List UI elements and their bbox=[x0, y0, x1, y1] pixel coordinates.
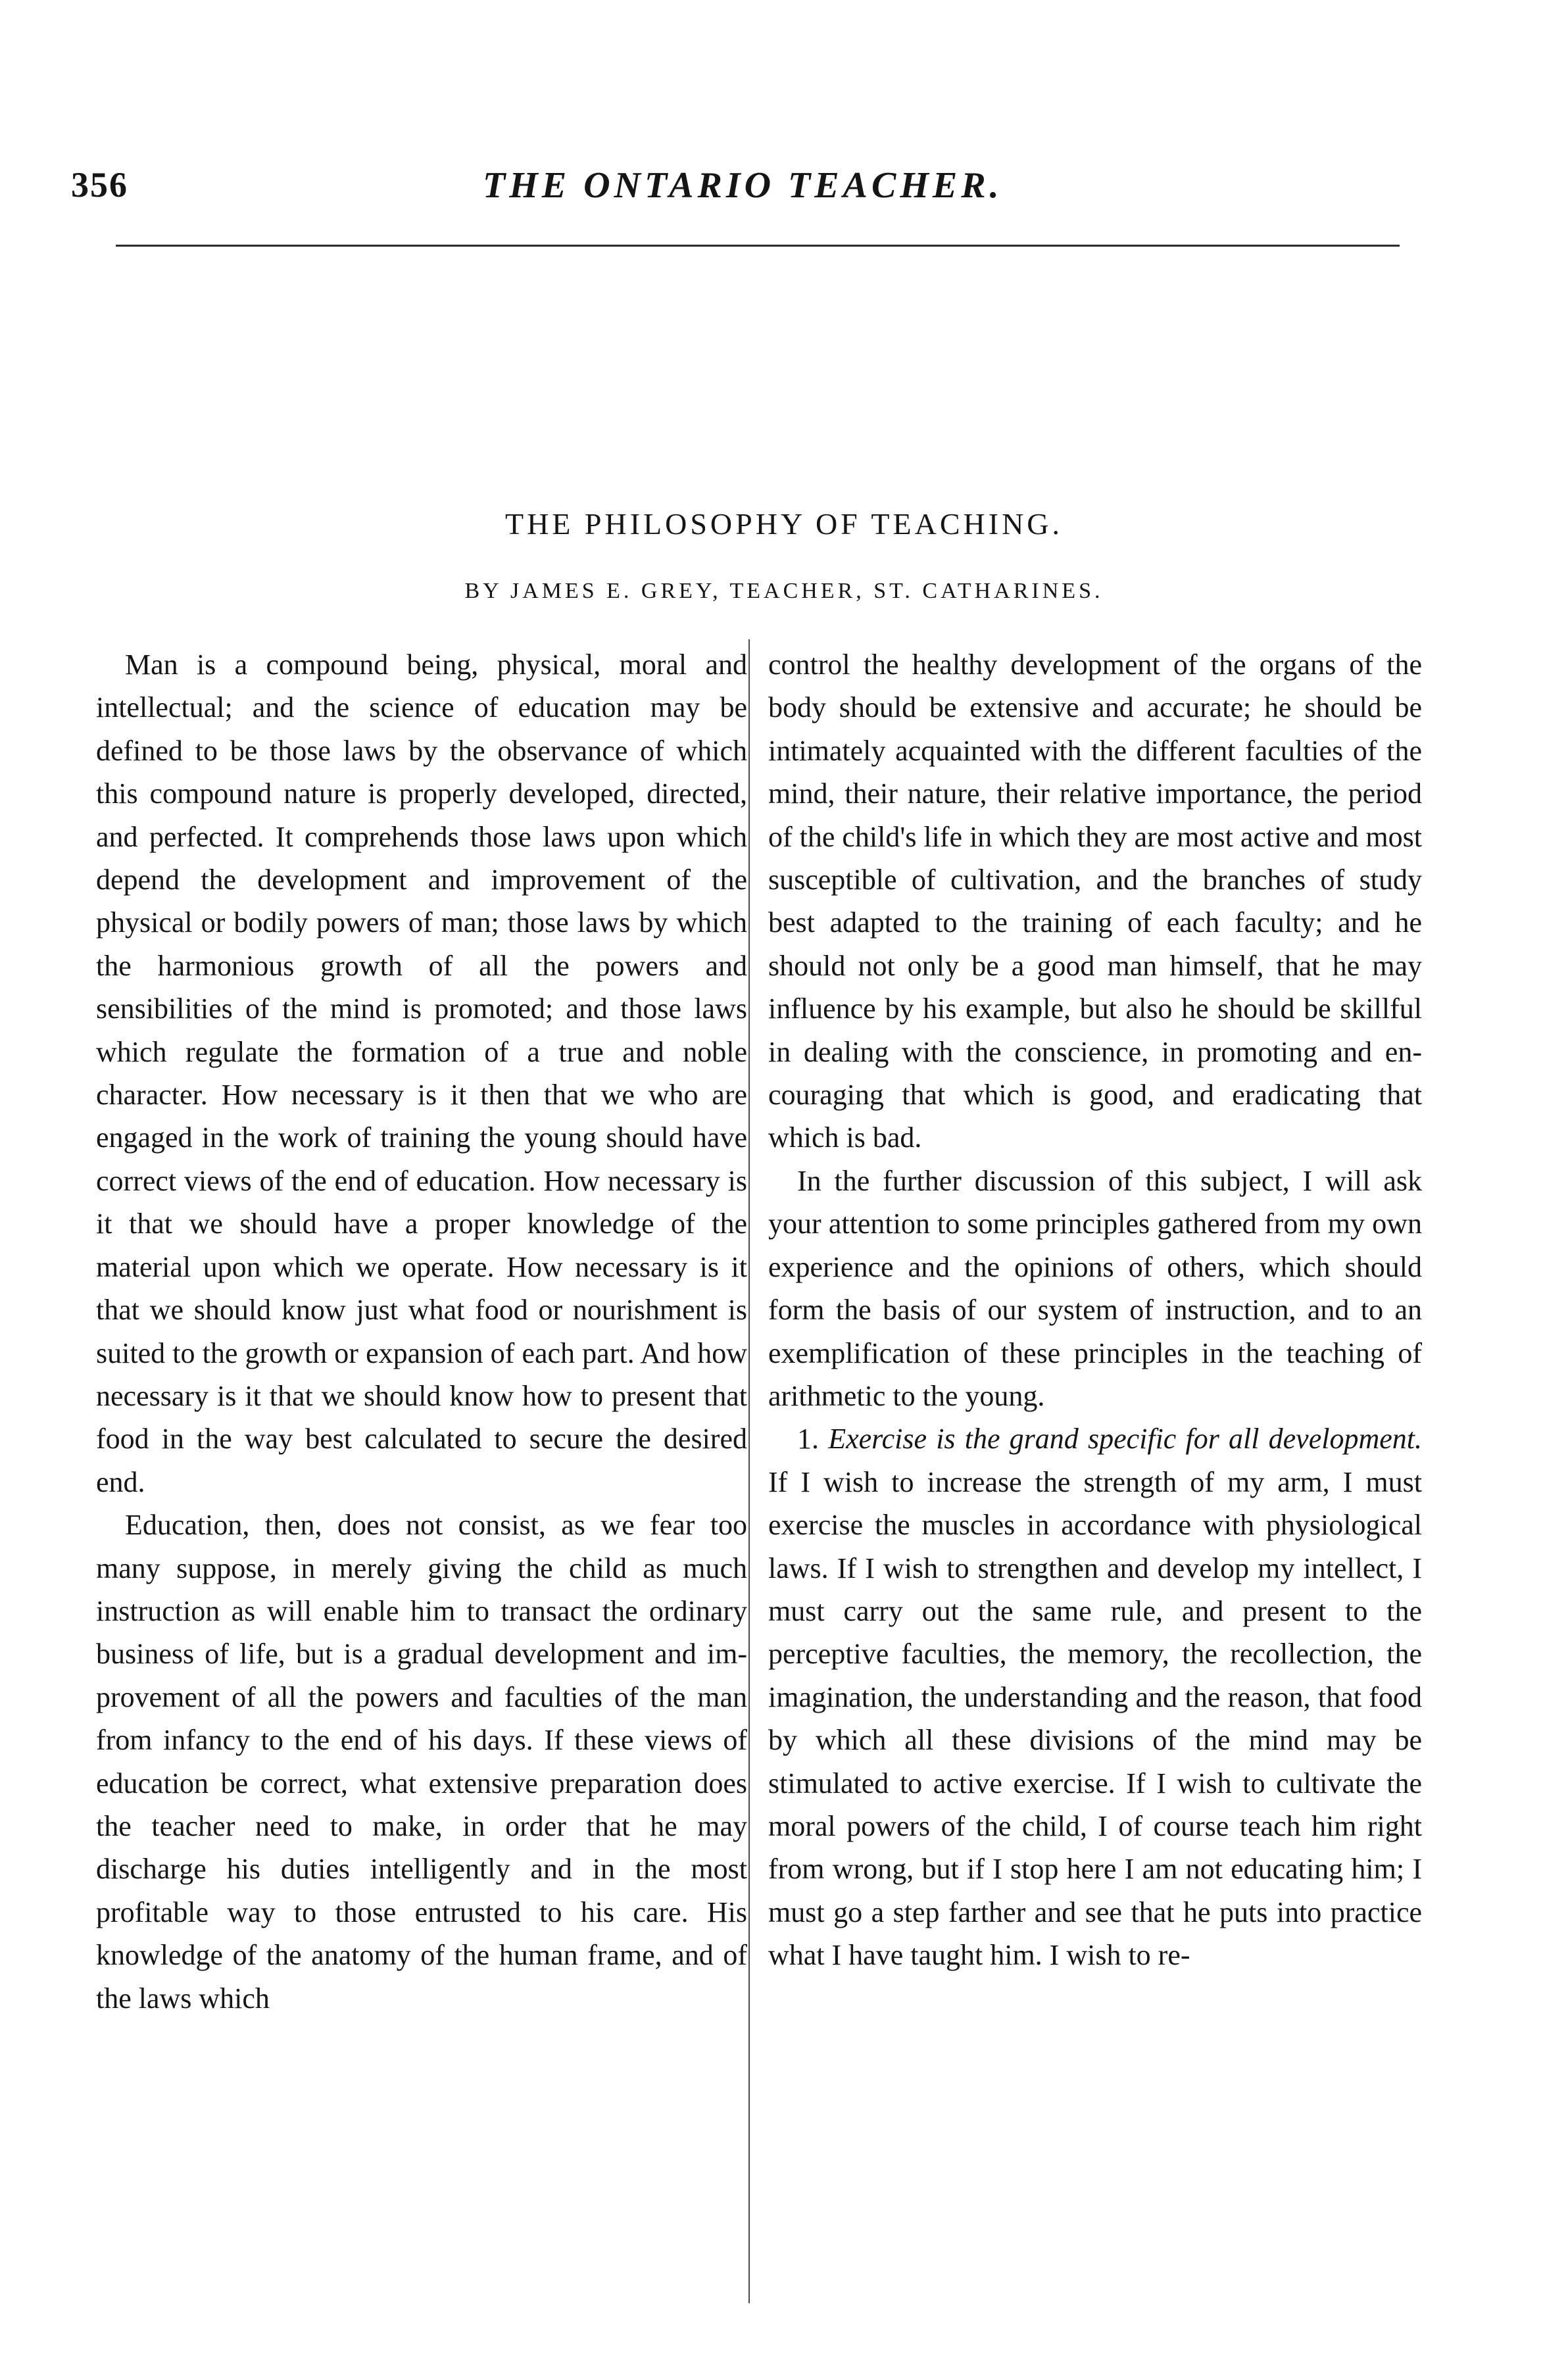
article-byline: BY JAMES E. GREY, TEACHER, ST. CATHARINES. bbox=[464, 579, 1104, 603]
journal-title: THE ONTARIO TEACHER. bbox=[483, 165, 1003, 206]
principle-body: If I wish to increase the strength of my arm, I must exercise the muscles in accordance with physiological laws. If I wish to strengthen and develop my intellect, I must carry out the same rule, and present to the perceptive faculties, the memory, the recollection, the imagination, the understanding and the reason, that food by which all these divisions of the mind may be stimulated to active exercise. If I wish to cultivate the moral powers of the child, I of course teach him right from wrong, but if I stop here I am not educating him; I must go a step farther and see that he puts into practice what I have taught him. I wish to re- bbox=[768, 1465, 1422, 1972]
left-paragraph-2: Education, then, does not consist, as we fear too many suppose, in merely giving the child as much instruction as will enable him to transact the ordinary business of life, but is a gradual development and improvement of all the powers and faculties of the man from infancy to the end of his days. If these views of education be correct, what extensive preparation does the teacher need to make, in order that he may discharge his duties intelligently and in the most profitable way to those entrusted to his care. His knowledge of the anatomy of the human frame, and of the laws which bbox=[96, 1509, 747, 2015]
page-number: 356 bbox=[71, 165, 128, 205]
principle-heading: Exercise is the grand specific for all development. bbox=[828, 1423, 1422, 1456]
right-paragraph-1: control the healthy development of the organs of the body should be extensive and accurate; he should be intimately acquainted with the different faculties of the mind, their nature, their relative importance, the period of the child's life in which they are most active and most susceptible of cultivation, and the branches of study best adapted to the training of each faculty; and he should not only be a good man himself, that he may influence by his example, but also he should be skillful in dealing with the conscience, in promoting and encouraging that which is good, and eradicating that which is bad. bbox=[768, 648, 1422, 1154]
header-rule bbox=[116, 245, 1400, 247]
right-column bbox=[768, 643, 1422, 1977]
right-paragraph-2: In the further discussion of this subject, I will ask your attention to some principles gathered from my own experience and the opinions of others, which should form the basis of our system of instruction, and to an exemplification of these principles in the teaching of arithmetic to the young. bbox=[768, 1164, 1422, 1412]
running-header bbox=[71, 164, 1386, 217]
right-paragraph-3 bbox=[768, 1417, 1422, 1976]
article-title: THE PHILOSOPHY OF TEACHING. bbox=[504, 507, 1064, 541]
left-column bbox=[96, 643, 747, 2020]
column-divider bbox=[748, 639, 750, 2303]
principle-number: 1. bbox=[797, 1423, 819, 1456]
left-paragraph-1: Man is a compound being, physical, moral and intellectual; and the science of education may be defined to be those laws by the observance of which this compound nature is properly developed, directed, and perfected. It comprehends those laws upon which depend the development and improvement of the physical or bodily powers of man; those laws by which the harmonious growth of all the powers and sensibilities of the mind is promoted; and those laws which regulate the formation of a true and noble character. How necessary is it then that we who are engaged in the work of training the young should have correct views of the end of education. How necessary is it that we should have a proper knowledge of the material upon which we operate. How necessary is it that we should know just what food or nourishment is suited to the growth or expansion of each part. And how necessary is it that we should know how to present that food in the way best calculated to secure the desired end. bbox=[96, 648, 747, 1498]
